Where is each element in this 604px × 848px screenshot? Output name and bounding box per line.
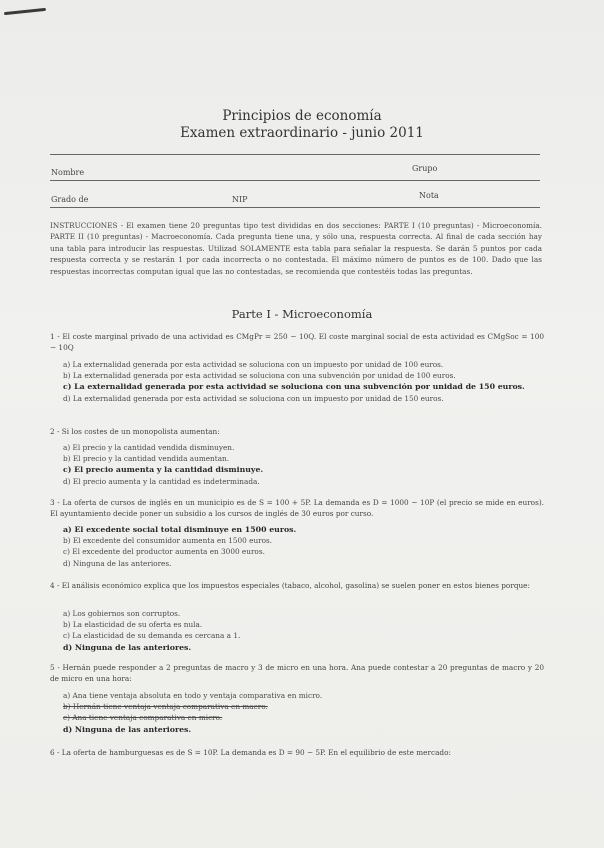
option-d: d) Ninguna de las anteriores. (63, 642, 192, 652)
option-a: a) Ana tiene ventaja absoluta en todo y ventaja comparativa en micro. (63, 691, 323, 700)
divider (50, 154, 540, 155)
field-nip-label: NIP (232, 195, 248, 204)
option-b: b) El precio y la cantidad vendida aumentan. (63, 454, 230, 464)
question-4-options (63, 608, 533, 653)
question-3-options (63, 524, 533, 569)
question-1: 1 - El coste marginal privado de una actividad es CMgPr = 250 − 10Q. El coste marginal social de esta actividad es CMgSoc = 100 − 10Q (50, 332, 544, 352)
exam-subtitle: Examen extraordinario - junio 2011 (180, 125, 424, 141)
exam-title: Principios de economía (222, 108, 382, 124)
option-a: a) La externalidad generada por esta actividad se soluciona con un impuesto por unidad de 100 euros. (63, 360, 444, 369)
option-d: d) Ninguna de las anteriores. (63, 558, 172, 568)
field-nombre-label: Nombre (51, 168, 85, 177)
field-grado-label: Grado de (51, 195, 89, 204)
option-a: a) Los gobiernos son corruptos. (63, 609, 181, 618)
option-a: a) El precio y la cantidad vendida disminuyen. (63, 443, 235, 452)
option-d: d) Ninguna de las anteriores. (63, 724, 192, 734)
option-b: b) Hernán tiene ventaja ventaja comparativa en macro. (63, 702, 268, 712)
option-d: d) La externalidad generada por esta actividad se soluciona con un impuesto por unidad de 150 euros. (63, 393, 444, 403)
option-d: d) El precio aumenta y la cantidad es indeterminada. (63, 476, 260, 486)
question-5-options (63, 690, 533, 735)
question-2-options (63, 442, 533, 487)
option-b: b) El excedente del consumidor aumenta en 1500 euros. (63, 536, 273, 546)
pen-mark (4, 8, 46, 15)
instructions: INSTRUCCIONES - El examen tiene 20 preguntas tipo test divididas en dos secciones: PARTE I (10 preguntas) - Microeconomía. PARTE II (10 preguntas) - Macroeconomía. Cada pregunta tiene una, y sólo una, respuesta correcta. Al final de cada sección hay una tabla para introducir las respuestas. Utilizad SOLAMENTE esta tabla para señalar la respuesta. Se darán 5 puntos por cada respuesta correcta y se restarán 1 por cada incorrecta o no contestada. El máximo número de puntos es de 100. Dado que las respuestas incorrectas computan igual que las no contestadas, se recomienda que contestéis todas las preguntas. (50, 221, 542, 276)
question-1-options (63, 359, 533, 404)
field-nota-label: Nota (419, 191, 439, 200)
question-3: 3 - La oferta de cursos de inglés en un municipio es de S = 100 + 5P. La demanda es D = 1000 − 10P (el precio se mide en euros). El ayuntamiento decide poner un subsidio a los cursos de inglés de 30 euros por curso. (50, 498, 544, 518)
option-c: c) Ana tiene ventaja comparativa en micro. (63, 713, 223, 723)
option-c: c) El excedente del productor aumenta en 3000 euros. (63, 547, 265, 557)
option-c: c) El precio aumenta y la cantidad disminuye. (63, 465, 264, 475)
section-title: Parte I - Microeconomía (231, 307, 373, 321)
option-a: a) El excedente social total disminuye en 1500 euros. (63, 525, 297, 534)
field-grupo-label: Grupo (412, 164, 438, 173)
option-b: b) La externalidad generada por esta actividad se soluciona con una subvención por unidad de 100 euros. (63, 371, 456, 381)
question-2: 2 - Si los costes de un monopolista aumentan: (50, 427, 220, 436)
question-6: 6 - La oferta de hamburguesas es de S = 10P. La demanda es D = 90 − 5P. En el equilibrio de este mercado: (50, 748, 451, 757)
option-b: b) La elasticidad de su oferta es nula. (63, 620, 203, 630)
option-c: c) La externalidad generada por esta actividad se soluciona con una subvención por unidad de 150 euros. (63, 382, 525, 392)
divider (50, 180, 540, 181)
option-c: c) La elasticidad de su demanda es cercana a 1. (63, 631, 241, 641)
divider (50, 207, 540, 208)
question-5: 5 - Hernán puede responder a 2 preguntas de macro y 3 de micro en una hora. Ana puede contestar a 20 preguntas de macro y 20 de micro en una hora: (50, 663, 544, 683)
question-4: 4 - El análisis económico explica que los impuestos especiales (tabaco, alcohol, gasolina) se suelen poner en estos bienes porque: (50, 581, 530, 590)
